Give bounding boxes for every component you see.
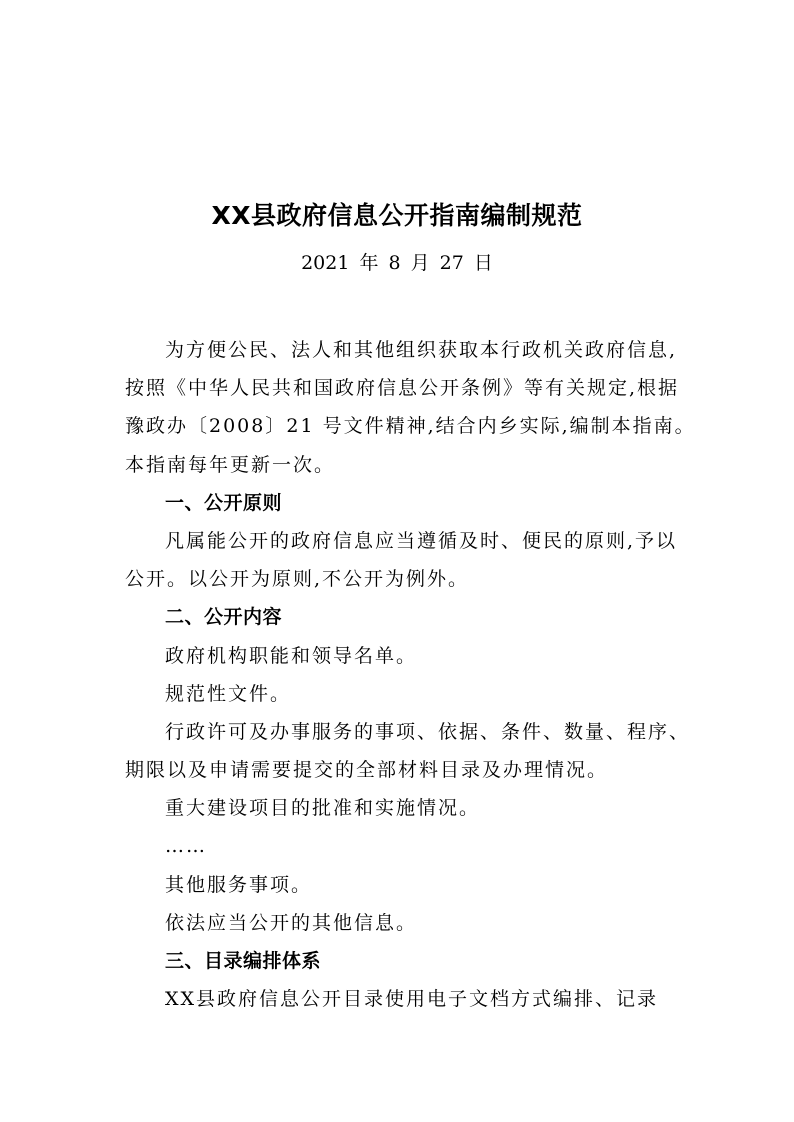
list-item: 期限以及申请需要提交的全部材料目录及办理情况。 (125, 759, 609, 782)
paragraph-line: 公开。以公开为原则,不公开为例外。 (125, 568, 470, 591)
list-item: 规范性文件。 (165, 682, 292, 705)
section-heading-catalog: 三、目录编排体系 (165, 950, 322, 972)
section-heading-content: 二、公开内容 (165, 606, 283, 629)
list-item: 政府机构职能和领导名单。 (165, 644, 418, 667)
paragraph-line: 为方便公民、法人和其他组织获取本行政机关政府信息, (165, 339, 678, 361)
document-date: 2021 年 8 月 27 日 (301, 252, 493, 274)
list-item: 其他服务事项。 (165, 873, 313, 896)
paragraph-line: 本指南每年更新一次。 (125, 453, 336, 476)
list-item: 重大建设项目的批准和实施情况。 (165, 797, 481, 820)
paragraph-line: 凡属能公开的政府信息应当遵循及时、便民的原则,予以 (165, 529, 678, 552)
paragraph-line: 豫政办〔2008〕21 号文件精神,结合内乡实际,编制本指南。 (125, 415, 696, 438)
section-heading-principles: 一、公开原则 (165, 491, 283, 514)
paragraph-line: XX县政府信息公开目录使用电子文档方式编排、记录 (165, 988, 659, 1011)
document-body (125, 331, 696, 1018)
ellipsis-line: …… (165, 835, 207, 858)
list-item: 行政许可及办事服务的事项、依据、条件、数量、程序、 (165, 720, 691, 743)
document-title: XX县政府信息公开指南编制规范 (211, 201, 583, 230)
paragraph-line: 按照《中华人民共和国政府信息公开条例》等有关规定,根据 (125, 377, 680, 400)
list-item: 依法应当公开的其他信息。 (165, 911, 418, 934)
